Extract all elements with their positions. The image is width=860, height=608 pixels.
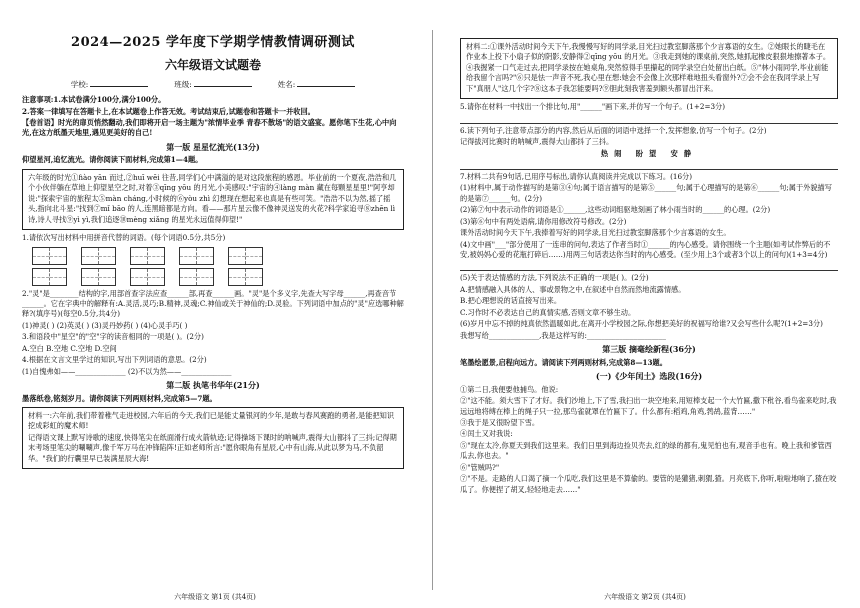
pinyin-grid-row-1 [32, 247, 404, 265]
page-1-footer: 六年级语文 第1页 (共4页) [174, 592, 256, 601]
question-4: 4.根据在文言文里学过的知识,写出下列词语的意思。(2分) [22, 355, 207, 365]
page-2-footer: 六年级语文 第2页 (共4页) [604, 592, 686, 601]
material-2: 材料二:①课外活动时间今天下午,我慢慢写好的同学录,目光扫过教室脚落那个少言寡语的女生。②她眼长的睫毛在作业本上投下小扇子似的阴影,安静得②qīng yōu 的月光。③我走到她的课桌前,突然,她抓起橡皮狠狠地擦著本子。④我握紧一口气走过去,把同学录按在她桌角,突然惊得手里攥起的同学录空白处留出白纸。⑤"林小雨同学,毕业前能给我留个言吗?"⑥只是怯一声音不死,我心里在想:她会不会像上次那样难地扭头看窗外?⑦会不会在我同学录上写下"真朋人"这几个字?⑧这本子我怎能要吗?⑨胆此刻我害羞到额头都冒出汗来。 [466, 42, 831, 93]
question-2: 2."灵"是________结构的字,用部首查字法应查______部,再查______画。"灵"是个多义字,先查大写字母______,再查音节______。它在字典中的解释有:A.灵活,灵巧;B.精神,灵魂;C.神仙或关于神仙的;D.灵验。下列词语中加点的"灵"应选哪种解释?(填序号)(每空0.5分,共4分) [22, 288, 404, 319]
section-2-note: 墨落纸卷,铭刻岁月。请你阅读下列两则材料,完成第5—7题。 [22, 393, 217, 403]
question-5: 5.请你在材料一中找出一个排比句,用"______"画下来,并仿写一个句子。(1+2=3分) [460, 102, 726, 112]
exam-subtitle: 六年级语文试题卷 [164, 57, 261, 72]
question-6-example: 记得拔河比赛时的呐喊声,震得大山都抖了三抖。 [460, 137, 614, 147]
box-text: 六年级的时光①ɦào yān 而过,②huī wēi 往昔,同学们心中满溢的是对这段旅程的感恩。毕业前的一个夏夜,浩浩和几个小伙伴躺在草地上仰望星空之时,对着③qīng yōu 的月光,小美感叹:"宇宙的④làng màn 藏在每颗星星里!"阿亨却说:"探索宇宙的旅程太⑤màn cháng,小时候的⑥yòu zhì 幻想现在想起来也真是有些可笑。"浩浩不以为然,摇了摇头,指向北斗星:"找到⑦mǐ bāo 的人,连黑暗都是方向。看——那片星云像不像神灵送发的火花?科学家追寻⑧zhēn lì 诗,诗人寻找⑨yì yì,我们追逐⑩mèng xiǎng 的星光永远值得仰望!" [28, 172, 397, 224]
student-info [22, 80, 404, 91]
question-6: 6.读下列句子,注意带点部分的内容,然后从后面的词语中选择一个,发挥想象,仿写一个句子。(2分) [460, 125, 767, 135]
reading-para-5: ⑤"现在太冷,你夏天到我们这里来。我们日里到海边捡贝壳去,红的绿的都有,鬼见怕也有,观音手也有。晚上我和爹管西瓜去,你也去。" [460, 440, 832, 461]
question-7: 7.材料二共有9句话,已用序号标出,请你认真阅读并完成以下练习。(16分) [460, 171, 693, 181]
question-4-options: (1)自愧弗如——______________ (2)不以为然——______________ [22, 366, 232, 376]
writing-grid[interactable] [32, 247, 67, 265]
question-7-3b: 课外活动时间今天下午,我捧着写好的同学录,目光扫过教室脚落那个少言寡语的女生。 [460, 228, 731, 238]
answer-line[interactable] [460, 160, 838, 170]
writing-grid[interactable] [81, 247, 116, 265]
class-field[interactable] [194, 86, 252, 87]
writing-grid[interactable] [32, 268, 67, 286]
answer-line[interactable] [460, 114, 838, 124]
writing-grid[interactable] [81, 268, 116, 286]
answer-line[interactable] [460, 261, 838, 271]
writing-grid[interactable] [179, 247, 214, 265]
school-field[interactable] [90, 86, 148, 87]
question-7-5c: C.习作时不必表达自己的真情实感,否则文章不够生动。 [460, 307, 636, 317]
reading-para-4: ④闰土又对我说: [460, 429, 513, 439]
notice-2: 2.答案一律填写在答题卡上,在本试题卷上作答无效。考试结束后,试题卷和答题卡一并收回。 [22, 106, 315, 116]
school-label: 学校: [70, 80, 89, 90]
writing-grid[interactable] [228, 268, 263, 286]
material-1-box [22, 407, 404, 469]
question-7-6: (6)岁月中忘不掉的纯真依然温暖如此,在离开小学校园之际,你想把美好的祝福写给谁?又会写些什么呢?(1+2=3分) [460, 319, 823, 329]
name-label: 姓名: [277, 80, 296, 90]
question-7-1: (1)材料中,属于动作描写的是第③④句;属于语言描写的是第⑤______句;属于心理描写的是第⑥______句;属于外貌描写的是第⑦______句。(2分) [460, 183, 832, 203]
reading-para-2: ②"这不能。须大雪下了才好。我们沙地上,下了雪,我扫出一块空地来,用短棒支起一个大竹匾,撒下秕谷,看鸟雀来吃时,我远远地将缚在棒上的绳子只一拉,那鸟雀就罩在竹匾下了。什么都有:稻鸡,角鸡,鹁鸪,蓝背……" [460, 396, 837, 416]
reading-subtitle: (一)《少年闰土》选段(16分) [595, 371, 703, 382]
question-3: 3.和语段中"星空"的"空"字的读音相同的一项是( )。(2分) [22, 332, 204, 342]
question-3-options: A.空白 B.空地 C.空地 D.空间 [22, 343, 117, 353]
question-1: 1.请依次写出材料中用拼音代替的词语。(每个词语0.5分,共5分) [22, 233, 226, 243]
pinyin-grid-row-2 [32, 268, 404, 286]
reading-para-3: ③我于是又很盼望下雪。 [460, 418, 540, 427]
section-1-note: 仰望星河,追忆流光。请你阅读下面材料,完成第1—4题。 [22, 155, 203, 165]
section-2-title: 第二版 执笔书华年(21分) [166, 380, 260, 391]
writing-grid[interactable] [130, 268, 165, 286]
question-2-options: (1)神灵( ) (2)英灵( ) (3)灵丹妙药( ) (4)心灵手巧( ) [22, 320, 188, 330]
question-7-5: (5)关于表达情感的方法,下列说法不正确的一项是( )。(2分) [460, 273, 649, 283]
material-1b: 记得语文课上默写诗歌的速度,快得笔尖在纸面滑行成火箭轨迹;记得操场下课时的呐喊声,震得大山都抖了三抖;记得期末考场里笔尖的唰唰声,像千军万马在冲锋陷阵!正如老师所言:"愿你眼角有星辰,心中有山海,从此以梦为马,不负韶华。"我们的行囊里早已装满星辰大海! [28, 432, 397, 463]
name-field[interactable] [297, 86, 355, 87]
exam-title: 2024—2025 学年度下学期学情教情调研测试 [71, 35, 355, 50]
material-1: 材料一:六年前,我们带着稚气走进校园,六年后的今天,我们已是能丈量银河的少年,是敢与春风赛跑的勇者,是能把知识挖成彩虹的魔术师! [28, 411, 395, 431]
writing-grid[interactable] [228, 247, 263, 265]
reading-box [22, 169, 404, 230]
question-7-4: (4)文中画"___"部分使用了一连串的问句,表达了作者当时①______的内心感受。请你围绕一个主题(如考试作弊后的不安,被妈妈心爱的花瓶打碎后……)用两三句话表达你当时的内心感受。(至少用上3个或者3个以上的问句)(1+3=4分) [460, 239, 831, 259]
writing-grid[interactable] [130, 247, 165, 265]
question-7-6b: 我想写给______________,我是这样写的:______________________ [460, 330, 666, 340]
question-7-3: (3)第⑥句中有两处语病,请你用修改符号修改。(2分) [460, 216, 627, 226]
section-1-title: 第一版 星星忆流光(13分) [166, 141, 260, 152]
writing-grid[interactable] [179, 268, 214, 286]
notice-1: 注意事项:1.本试卷满分100分,满分100分。 [22, 95, 166, 105]
reading-para-7: ⑦"不是。走路的人口渴了摘一个瓜吃,我们这里是不算偷的。要管的是獾猪,刺猬,猹。月亮底下,你听,啦啦地响了,猹在咬瓜了。你便捏了胡叉,轻轻地走去……" [460, 474, 837, 494]
material-2-box [460, 38, 838, 99]
class-label: 班级: [174, 80, 192, 90]
question-7-5b: B.把心理想说的话直接写出来。 [460, 296, 562, 306]
question-7-2: (2)第⑦句中表示动作的词语是①______,这些动词组驱地刻画了林小雨当时的______的心理。(2分) [460, 205, 771, 215]
section-3-title: 第三版 摘毫绘新程(36分) [602, 344, 696, 355]
question-7-5a: A.把情感融入具体的人、事或景物之中,在叙述中自然而然地流露情感。 [460, 284, 686, 294]
reading-para-6: ⑥"管贼吗?" [460, 462, 500, 472]
intro-text: 【卷首语】时光的扉页悄然翻动,我们即将开启一场主题为"浓情毕业季 青春不散场"的语文盛宴。愿你笔下生花,心中向光,在这方纸墨天地里,遇见更美好的自己! [22, 117, 397, 138]
reading-para-1: ①第二日,我便要他捕鸟。他说: [460, 384, 559, 394]
question-6-words: 热闹 盼望 安静 [600, 148, 698, 158]
exam-page-2 [430, 0, 860, 608]
section-3-note: 笔墨绘愿景,启程向远方。请阅读下列两则材料,完成第8—13题。 [460, 357, 667, 367]
